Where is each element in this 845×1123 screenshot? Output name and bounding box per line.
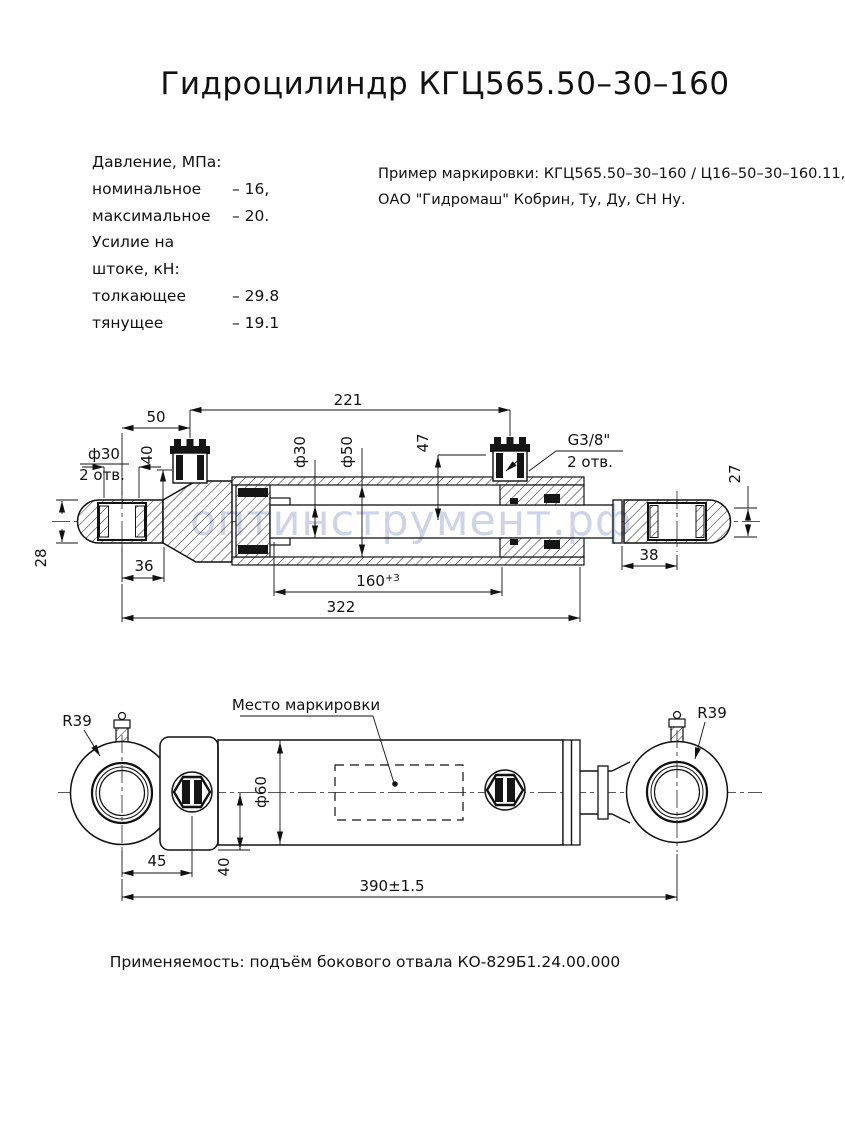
spec-label: тянущее — [92, 313, 164, 332]
dim-barrel-dia: ф50 — [338, 436, 356, 468]
spec-label: Усилие на штоке, кН: — [92, 233, 180, 279]
dim-322: 322 — [326, 598, 356, 616]
watermark: оптинструмент.рф — [190, 496, 633, 546]
spec-value: – 16, — [232, 179, 270, 198]
spec-block — [92, 149, 279, 337]
side-section-view — [0, 385, 793, 645]
spec-row — [92, 229, 279, 283]
dim-221: 221 — [333, 391, 363, 409]
marking-example — [378, 161, 845, 212]
spec-row — [92, 203, 279, 230]
dim-40: 40 — [138, 445, 156, 465]
right-eye-plan — [627, 712, 728, 853]
right-eye-section — [624, 491, 731, 552]
spec-value: – 29.8 — [232, 286, 280, 305]
rear-port — [170, 439, 210, 483]
rear-cap-cone — [163, 481, 232, 562]
marking-line-2: ОАО "Гидромаш" Кобрин, Ту, Ду, СН Ну. — [378, 190, 686, 208]
dim-27: 27 — [726, 464, 744, 484]
label-eye-bore-holes: 2 отв. — [79, 466, 125, 484]
dim-rod-dia: ф30 — [291, 436, 309, 468]
label-r39-left: R39 — [62, 712, 92, 730]
dim-38: 38 — [639, 546, 659, 564]
left-eye-section — [77, 491, 163, 552]
label-port-holes: 2 отв. — [567, 453, 613, 471]
spec-row — [92, 176, 279, 203]
front-port — [490, 437, 530, 481]
spec-label: номинальное — [92, 179, 202, 198]
spec-label: Давление, МПа: — [92, 153, 222, 171]
dim-47: 47 — [414, 433, 432, 453]
label-r39-right: R39 — [697, 704, 727, 722]
spec-value: – 19.1 — [232, 313, 280, 332]
spec-label: максимальное — [92, 206, 211, 225]
hex-plug-mid — [485, 770, 525, 810]
dim-50: 50 — [146, 408, 166, 426]
plan-view — [0, 690, 793, 915]
spec-row — [92, 149, 279, 176]
spec-label: толкающее — [92, 286, 186, 305]
dim-60: ф60 — [252, 776, 270, 808]
hex-plug-left — [172, 772, 212, 812]
spec-row — [92, 283, 279, 310]
marking-line-1: Пример маркировки: КГЦ565.50–30–160 / Ц16–50–30–160.11, — [378, 165, 845, 182]
dim-28: 28 — [32, 548, 50, 568]
piston-rod — [270, 500, 622, 543]
dim-45: 45 — [147, 852, 167, 870]
dim-160: $160^{+3}$ — [356, 572, 400, 590]
dim-390: 390±1.5 — [359, 877, 425, 895]
label-port-thread: G3/8" — [567, 431, 611, 449]
dim-36: 36 — [134, 557, 154, 575]
spec-value: – 20. — [232, 206, 270, 225]
applicability-note: Применяемость: подъём бокового отвала КО-829Б1.24.00.000 — [109, 953, 621, 971]
dim-40b: 40 — [215, 857, 233, 877]
spec-row — [92, 310, 279, 337]
clamp-block — [160, 737, 218, 850]
page-title: Гидроцилиндр КГЦ565.50–30–160 — [160, 66, 730, 102]
label-marking-place: Место маркировки — [231, 696, 381, 714]
label-eye-bore-dia: ф30 — [88, 445, 120, 463]
